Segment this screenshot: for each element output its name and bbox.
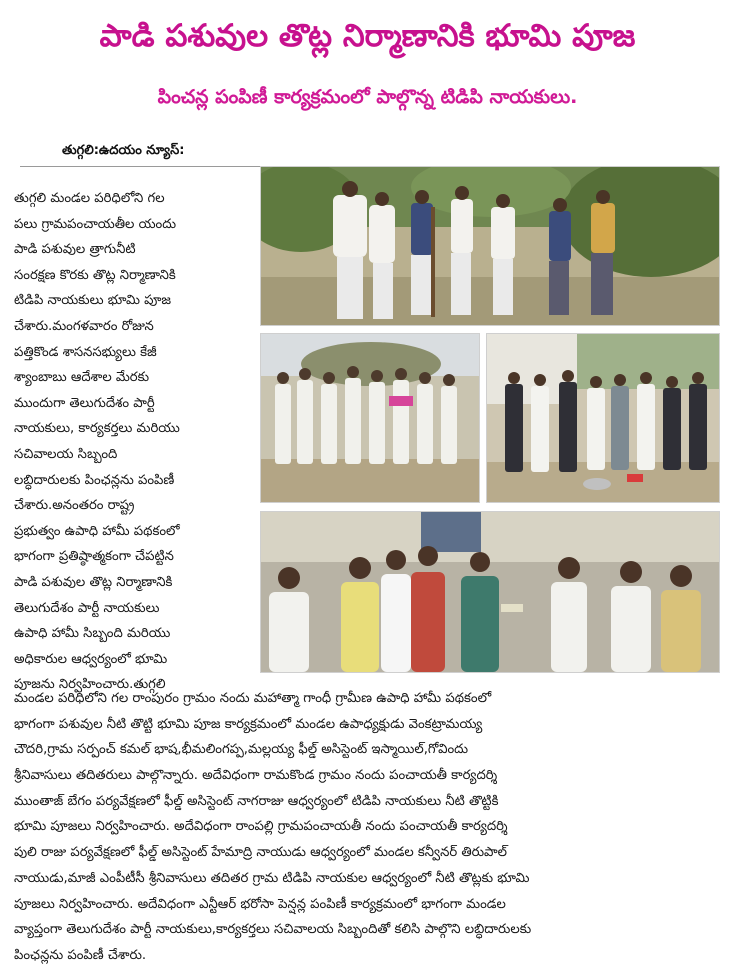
article-subheadline: పించన్ల పంపిణీ కార్యక్రమంలో పాల్గొన్న టిడిపి నాయకులు. — [157, 86, 578, 108]
body-text-line: భాగంగా ప్రతిష్ఠాత్మకంగా చేపట్టిన — [14, 549, 174, 565]
article-body-column — [14, 186, 254, 698]
body-text-line: అధికారుల ఆధ్వర్యంలో భూమి — [14, 651, 168, 667]
body-text-line: పలు గ్రామపంచాయతీల యందు — [14, 216, 177, 232]
body-text-line: టిడిపి నాయకులు భూమి పూజ — [14, 293, 172, 309]
photo-villagers-gathering — [260, 333, 480, 503]
body-text-line: సచివాలయ సిబ్బంది — [14, 446, 118, 462]
body-text-line: భూమి పూజలు నిర్వహించారు. అదేవిధంగా రాంపల్లి గ్రామపంచాయతీ నందు పంచాయతీ కార్యదర్శి — [14, 819, 508, 835]
body-text-line: పాడి పశువుల తొట్ల నిర్మాణానికి — [14, 574, 173, 590]
body-text-line: శ్యాంబాబు ఆదేశాల మేరకు — [14, 370, 150, 386]
body-text-line: పింఛన్లను పంపిణీ చేశారు. — [14, 947, 147, 963]
body-text-line: పత్తికొండ శాసనసభ్యులు కేజీ — [14, 344, 157, 360]
body-text-line: మండల పరిధిలోని గల రాంపురం గ్రామం నందు మహాత్మా గాంధీ గ్రామీణ ఉపాధి హామీ పథకంలో — [14, 691, 492, 706]
body-text-line: తెలుగుదేశం పార్టీ నాయకులు — [14, 600, 160, 616]
body-text-line: ప్రభుత్వం ఉపాధి హామీ పథకంలో — [14, 523, 180, 539]
photo-pension-distribution — [260, 511, 720, 673]
body-text-line: చౌదరి,గ్రామ సర్పంచ్ కమల్ భాష,భీమలింగప్ప,మల్లయ్య ఫీల్డ్ అసిస్టెంట్ ఇస్మాయిల్,గోవిందు — [14, 742, 469, 758]
body-text-line: శ్రీనివాసులు తదితరులు పాల్గొన్నారు. అదేవిధంగా రామకొండ గ్రామం నందు పంచాయతీ కార్యదర్శి — [14, 768, 498, 784]
article-dateline: తుగ్గలి:ఉదయం న్యూస్: — [62, 143, 185, 158]
photo-ritual-site-image — [487, 334, 719, 502]
body-text-line: వ్యాప్తంగా తెలుగుదేశం పార్టీ నాయకులు,కార్యకర్తలు సచివాలయ సిబ్బందితో కలిసి పాల్గొని లబ్ధిదారులకు — [14, 922, 532, 938]
photo-villagers-gathering-image — [261, 334, 479, 502]
body-text-line: భాగంగా పశువుల నీటి తొట్టి భూమి పూజ కార్యక్రమంలో మండల ఉపాధ్యక్షుడు వెంకట్రామయ్య — [14, 716, 483, 732]
body-text-line: సంరక్షణ కొరకు తొట్ల నిర్మాణానికి — [14, 267, 176, 283]
body-text-line: చేశారు.అనంతరం రాష్ట్ర — [14, 498, 135, 514]
article-body-wide — [14, 686, 724, 969]
photo-bhoomi-puja-group-image — [261, 167, 719, 325]
body-text-line: ముంతాజ్ బేగం పర్యవేక్షణలో ఫీల్డ్ అసిస్టెంట్ నాగరాజు ఆధ్వర్యంలో టిడిపి నాయకులు నీటి తొట్టికి — [14, 793, 499, 809]
photo-pension-distribution-image — [261, 512, 719, 672]
photo-bhoomi-puja-group — [260, 166, 720, 326]
article-headline: పాడి పశువుల తొట్ల నిర్మాణానికి భూమి పూజ — [99, 18, 636, 54]
body-text-line: పులి రాజు పర్యవేక్షణలో ఫీల్డ్ అసిస్టెంట్ హేమాద్రి నాయుడు ఆధ్వర్యంలో మండల కన్వీనర్ తిరుపాల్ — [14, 845, 507, 861]
body-text-line: చేశారు.మంగళవారం రోజున — [14, 318, 154, 334]
body-text-line: పూజను నిర్వహించారు.తుగ్గలి — [14, 677, 166, 693]
body-text-line: ఉపాధి హామీ సిబ్బంది మరియు — [14, 626, 171, 642]
body-text-line: పూజలు నిర్వహించారు. అదేవిధంగా ఎన్టీఆర్ భరోసా పెన్షన్ల పంపిణీ కార్యక్రమంలో భాగంగా మండల — [14, 896, 506, 912]
body-text-line: లబ్ధిదారులకు పింఛన్లను పంపిణీ — [14, 472, 175, 488]
photo-ritual-site — [486, 333, 720, 503]
body-text-line: ముందుగా తెలుగుదేశం పార్టీ — [14, 395, 155, 411]
body-text-line: నాయకులు, కార్యకర్తలు మరియు — [14, 421, 180, 437]
body-text-line: నాయుడు,మాజీ ఎంపీటీసీ శ్రీనివాసులు తదితర గ్రామ టిడిపి నాయకుల ఆధ్వర్యంలో నీటి తొట్లకు భూమి — [14, 870, 530, 886]
body-text-line: తుగ్గలి మండల పరిధిలోని గల — [14, 191, 165, 206]
body-text-line: పాడి పశువుల త్రాగునీటి — [14, 242, 136, 258]
